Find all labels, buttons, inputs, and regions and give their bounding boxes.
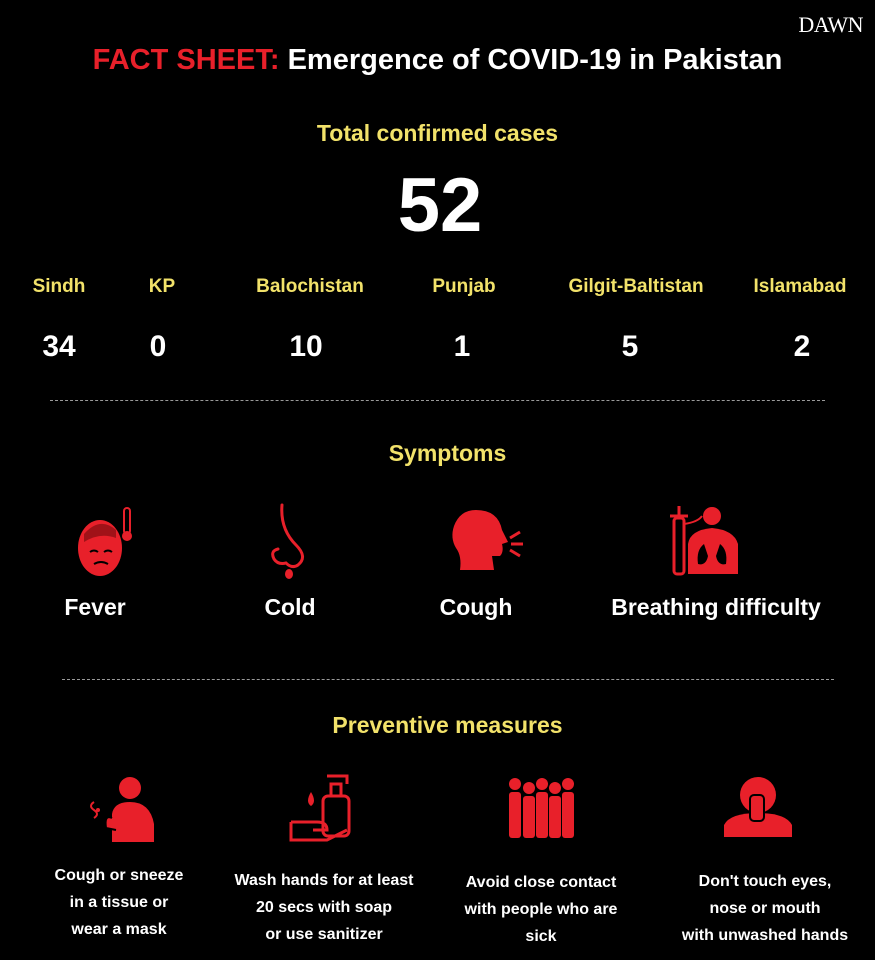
- preventive-line: in a tissue or: [69, 894, 169, 911]
- preventive-line: Cough or sneeze: [54, 867, 184, 884]
- region-value-punjab: 1: [453, 330, 471, 363]
- symptom-cough: Cough: [439, 594, 513, 620]
- total-cases-label: Total confirmed cases: [316, 120, 559, 146]
- region-value-kp: 0: [149, 330, 167, 363]
- preventive-text-cough: [14, 862, 224, 943]
- page-title: [0, 44, 875, 77]
- region-name-kp: KP: [148, 276, 176, 297]
- preventive-line: 20 secs with soap: [255, 899, 393, 916]
- preventive-heading: Preventive measures: [332, 712, 563, 738]
- cough-icon: [448, 508, 524, 572]
- region-value-gilgit-baltistan: 5: [621, 330, 639, 363]
- symptom-cold: Cold: [264, 594, 316, 620]
- region-name-islamabad: Islamabad: [753, 276, 847, 297]
- region-value-sindh: 34: [42, 330, 76, 363]
- divider: [50, 400, 825, 401]
- preventive-line: Wash hands for at least: [234, 872, 414, 889]
- region-name-sindh: Sindh: [32, 276, 86, 297]
- lungs-icon: [668, 504, 744, 576]
- preventive-text-touch: [660, 868, 870, 949]
- preventive-line: Avoid close contact: [465, 874, 617, 891]
- symptom-breathing-difficulty: Breathing difficulty: [611, 594, 821, 620]
- preventive-text-contact: [436, 869, 646, 950]
- region-name-balochistan: Balochistan: [256, 276, 364, 297]
- preventive-line: with unwashed hands: [681, 927, 849, 944]
- symptoms-heading: Symptoms: [388, 440, 507, 466]
- sneeze-icon: [86, 774, 158, 844]
- handwash-icon: [287, 770, 359, 844]
- preventive-line: wear a mask: [71, 921, 167, 938]
- preventive-line: sick: [525, 928, 557, 945]
- crowd-icon: [507, 776, 577, 840]
- preventive-line: with people who are: [464, 901, 618, 918]
- total-cases-value: 52: [397, 163, 483, 248]
- region-value-islamabad: 2: [793, 330, 811, 363]
- brand-logo: DAWN: [798, 12, 863, 37]
- preventive-line: or use sanitizer: [265, 926, 383, 943]
- fever-icon: [74, 506, 138, 578]
- region-name-gilgit-baltistan: Gilgit-Baltistan: [568, 276, 704, 297]
- preventive-text-wash: [218, 867, 430, 948]
- region-name-punjab: Punjab: [432, 276, 496, 297]
- preventive-line: nose or mouth: [709, 900, 821, 917]
- title-prefix: FACT SHEET:: [92, 44, 280, 76]
- nose-icon: [268, 503, 312, 579]
- divider: [62, 679, 834, 680]
- title-text: Emergence of COVID-19 in Pakistan: [287, 44, 783, 76]
- region-value-balochistan: 10: [289, 330, 323, 363]
- symptom-fever: Fever: [64, 594, 126, 620]
- face-touch-icon: [722, 775, 794, 837]
- preventive-line: Don't touch eyes,: [698, 873, 832, 890]
